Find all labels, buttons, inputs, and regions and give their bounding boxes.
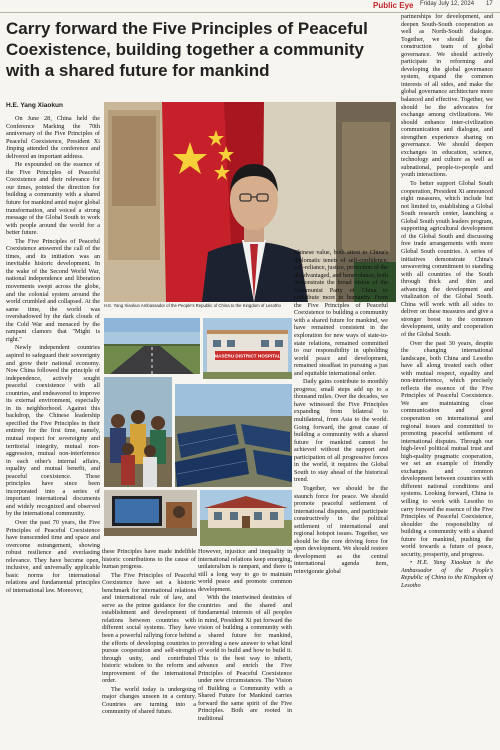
paragraph: With the intertwined destinies of countries and the shared and fundamental interests of all peoples in mind, President Xi put forward the vision of building a community with a shared future for mankind, providing a new answer to what kind of world to build and how to build it. This is the best way to inherit, advance and enrich the Five Principles of Peaceful Coexistence under new circumstances. The Vision of Building a Community with a Shared Future for Mankind carries forward the same spirit of the Five Principles. Both are rooted in traditional [198,594,292,723]
page-number: 17 [486,1,493,7]
paragraph: Over the past 30 years, despite the changing international landscape, both China and Lesotho have all along treated each other with mutual respect, equality and non-interference, which precisely reflects the essence of the Five Principles of Peaceful Coexistence. We are maintaining close communication and good cooperation on international and regional issues and committed to promoting peaceful settlement of international disputes. Through our high-level political mutual trust and high-quality pragmatic cooperation, we set an example of friendly exchanges and common development between countries with different national conditions and systems. Looking forward, China is willing to work with Lesotho to carry forward the essence of the Five Principles of Peaceful Coexistence, shoulder the responsibility of building a community with a shared future for mankind, pushing the world towards a future of peace, security, prosperity, and progress. [401,339,493,558]
paragraph: Chinese value, both attest to China's diplomatic tenets of self-confidence, self-reliance, justice, protection of the disadvantaged, and benevolence, both demonstrate the broad vision of the Communist Party of China to contribute more to humanity. From the Five Principles of Peaceful Coexistence to building a community with a shared future for mankind, we have remained consistent in the exploration for new ways of state-to-state relations, remained committed to our responsibility in upholding world peace and development, remained steadfast in pursuing a just and equitable international order. [294,249,388,377]
article-column-4 [294,249,388,744]
paragraph: However, injustice and inequality in international relations keep emerging, unilateralism is rampant, and there is still a long way to go to maintain world peace and promote common development. [198,548,292,593]
paragraph: The Five Principles of Peaceful Coexistence have set a historic benchmark for international relations and international rule of law, and serve as the prime guidance for the establishment and development of relations between countries with different social systems. They have been a powerful rallying force behind the efforts of developing countries to pursue cooperation and self-strength through unity, and contributed historic wisdom to the reform and improvement of the international order. [102,571,196,685]
paragraph: Together, we should be the staunch force for peace. We should promote peaceful settlement of international disputes, and participate constructively in the political settlement of international and regional hotspot issues. Together, we should be the core driving force for open development. We should restore development as the central international agenda item, reinvigorate global [294,484,388,575]
article-column-1 [6,115,100,743]
publication-name: Public Eye [373,1,414,10]
paragraph: On June 28, China held the Conference Marking the 70th anniversary of the Five Principles of Peaceful Coexistence, President Xi Jinping attended the conference and delivered an important address. [6,115,100,160]
masthead-bar [0,0,500,13]
school-illustration [200,490,292,546]
paragraph: partnerships for development, and deepen South-South cooperation as well as North-South dialogue. Together, we should be the construction team of global governance. We should actively participate in reforming and developing the global governance system, expand the common interests of all sides, and make the global governance architecture more balanced and effective. Together, we should be the advocates for exchange among civilizations. We should enhance inter-civilization communication and dialogue, and strengthen experience sharing on governance. We should deepen exchanges in education, science, technology and culture as well as subnational, people-to-people and youth interactions. [401,13,493,179]
article-column-2 [102,548,196,744]
article-column-5 [401,13,493,744]
paragraph: The Five Principles of Peaceful Coexistence answered the call of the times, and its initiation was an inevitable historic development. In the wake of the Second World War, national independence and liberation movements swept across the globe, and the colonial system around the world crumbled and collapsed. At the same time, the world was overshadowed by the dark clouds of the Cold War and menaced by the rampant clamors that "Might is right." [6,237,100,343]
paragraph: Over the past 70 years, the Five Principles of Peaceful Coexistence have transcended time and space and overcome estrangement, showing robust resilience and everlasting relevance. They have become open, inclusive, and universally applicable basic norms for international relations and fundamental principles of international law. Moreover, [6,518,100,594]
issue-date: Friday July 12, 2024 [420,1,475,7]
paragraph: Newly independent countries aspired to safeguard their sovereignty and grow their national economy. Now China followed the principle of independence, actively sought peaceful coexistence with all countries, and endeavored to improve its external environment, especially in its neighborhood. Against this backdrop, the Chinese leadership specified the Five Principles in their entirety for the first time, namely, mutual respect for sovereignty and territorial integrity, mutual non-aggression, mutual non-interference in each other's internal affairs, equality and mutual benefit, and peaceful coexistence. These principles have since been incorporated into a series of important international documents and widely recognized and observed by the international community. [6,344,100,518]
paragraph: Daily gains contribute to monthly progress; small steps add up to a thousand miles. Over the decades, we have witnessed the Five Principles expanding from bilateral to multilateral, from Asia to the world. Going forward, the great cause of building a community with a shared future for mankind cannot be achieved without the support and participation of all progressive forces in the world, it requires the Global South to stay ahead of the historical trend. [294,378,388,484]
broadcast-photo [104,490,197,536]
author-signoff: • H.E. Yang Xiaokun is the Ambassador of the People's Republic of China to the Kingdom of Lesotho [401,559,493,590]
highway-photo [104,318,200,374]
highway-illustration [104,318,200,374]
article-column-3 [198,548,292,744]
broadcast-illustration [104,490,197,536]
hospital-photo [203,318,292,379]
article-headline: Carry forward the Five Principles of Peaceful Coexistence, building together a community with a shared future for mankind [6,19,368,80]
paragraph: To better support Global South cooperation, President Xi announced eight measures, which include but not limited to, establishing a Global South research center, launching a Global South youth leaders program, supporting agricultural development of the Global South and discussing free trade arrangements with more Global South countries. A series of initiatives demonstrate China's unwavering commitment to standing with all countries of the South through thick and thin and advancing the development and vitalization of the Global South. China will work with all sides to deliver on these measures and give a stronger boost to the common development, unity and cooperation of the Global South. [401,180,493,338]
solar-illustration [175,384,292,487]
ceremony-crowd-photo [104,377,172,487]
photo-caption: H.E. Yang Xiaokun Ambassador of the People's Republic of China to the Kingdom of Lesotho [104,303,281,308]
crowd-illustration [104,377,172,487]
article-byline: H.E. Yang Xiaokun [6,102,63,109]
paragraph: these Principles have made indelible historic contributions to the cause of human progress. [102,548,196,571]
hospital-illustration [203,318,292,379]
hospital-sign: MASERU DISTRICT HOSPITAL [214,353,281,359]
school-photo [200,490,292,546]
paragraph: He expounded on the essence of the Five Principles of Peaceful Coexistence and their relevance for our times, pointed the direction for building a community with a shared future for mankind amid major global transformation, and voiced a strong message of the Global South to work with people around the world for a better future. [6,161,100,237]
paragraph: The world today is undergoing major changes unseen in a century. Countries are turning into a community of shared future. [102,685,196,716]
solar-farm-photo [175,384,292,487]
